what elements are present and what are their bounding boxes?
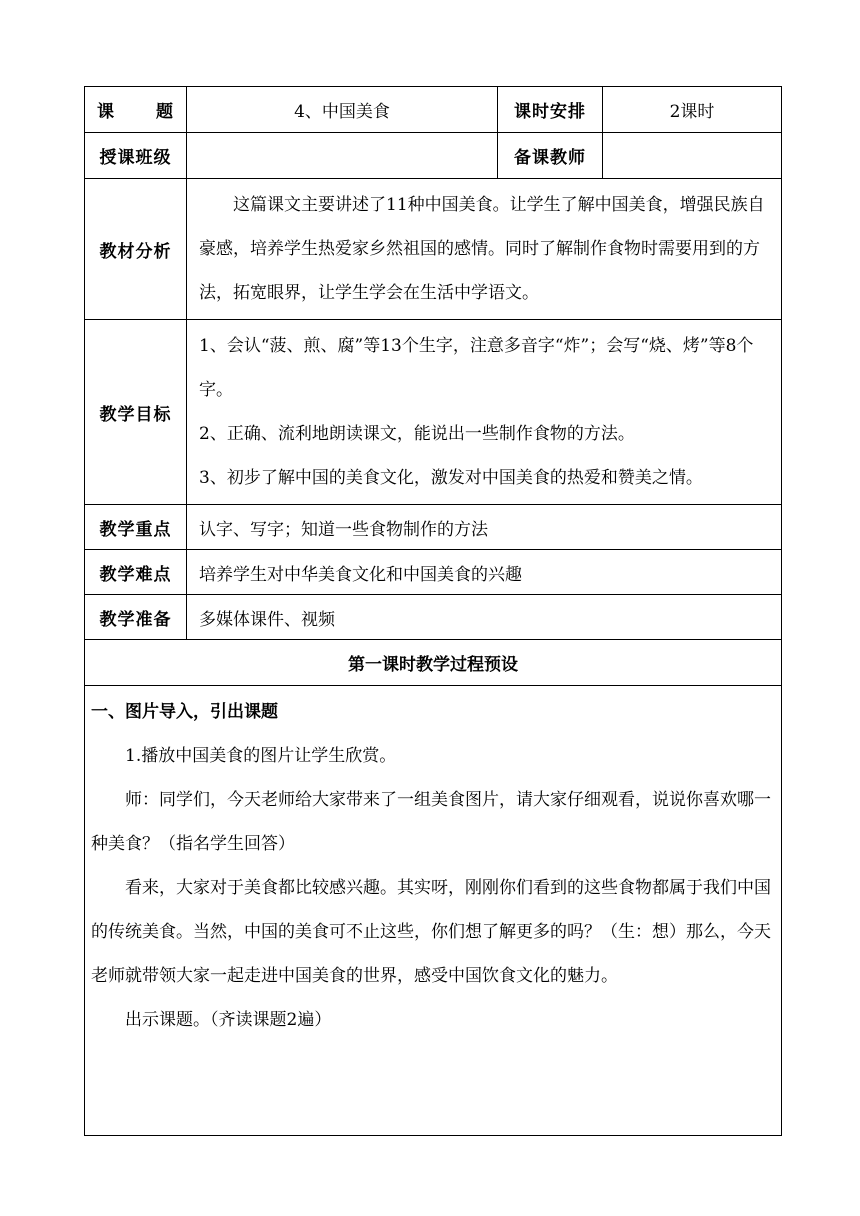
row-topic [85, 87, 782, 133]
process-heading: 第一课时教学过程预设 [85, 640, 782, 686]
prep-label: 教学准备 [85, 595, 187, 640]
analysis-label: 教材分析 [85, 179, 187, 320]
row-analysis [85, 179, 782, 320]
topic-value: 4、中国美食 [187, 87, 498, 133]
teacher-label: 备课教师 [498, 133, 603, 179]
teacher-value [603, 133, 782, 179]
class-label: 授课班级 [85, 133, 187, 179]
process-body [85, 686, 782, 1136]
row-process-body [85, 686, 782, 1136]
section-title: 一、图片导入，引出课题 [91, 702, 278, 722]
analysis-text: 这篇课文主要讲述了11种中国美食。让学生了解中国美食，增强民族自豪感，培养学生热爱家乡然祖国的感情。同时了解制作食物时需要用到的方法，拓宽眼界，让学生学会在生活中学语文。 [199, 195, 765, 303]
goal-item-1: 1、会认“菠、煎、腐”等13个生字，注意多音字“炸”；会写“烧、烤”等8个字。 [199, 336, 754, 400]
prep-value: 多媒体课件、视频 [187, 595, 782, 640]
goals-cell [187, 320, 782, 505]
difficulty-value: 培养学生对中华美食文化和中国美食的兴趣 [187, 550, 782, 595]
process-paragraph-4: 出示课题。（齐读课题2遍） [125, 1010, 332, 1030]
goals-label: 教学目标 [85, 320, 187, 505]
hours-label: 课时安排 [498, 87, 603, 133]
class-value [187, 133, 498, 179]
focus-label: 教学重点 [85, 505, 187, 550]
difficulty-label: 教学难点 [85, 550, 187, 595]
topic-label: 课 题 [97, 102, 174, 122]
row-class [85, 133, 782, 179]
lesson-plan-table [84, 86, 782, 1136]
row-focus [85, 505, 782, 550]
process-paragraph-1: 1.播放中国美食的图片让学生欣赏。 [125, 746, 397, 766]
row-process-heading [85, 640, 782, 686]
focus-value: 认字、写字；知道一些食物制作的方法 [187, 505, 782, 550]
goal-item-3: 3、初步了解中国的美食文化，激发对中国美食的热爱和赞美之情。 [199, 468, 703, 488]
row-prep [85, 595, 782, 640]
row-goals [85, 320, 782, 505]
process-paragraph-2: 师：同学们，今天老师给大家带来了一组美食图片，请大家仔细观看，说说你喜欢哪一种美食？（指名学生回答） [91, 790, 771, 854]
analysis-cell [187, 179, 782, 320]
hours-value: 2课时 [603, 87, 782, 133]
goal-item-2: 2、正确、流利地朗读课文，能说出一些制作食物的方法。 [199, 424, 635, 444]
row-difficulty [85, 550, 782, 595]
topic-label-cell [85, 87, 187, 133]
process-paragraph-3: 看来，大家对于美食都比较感兴趣。其实呀，刚刚你们看到的这些食物都属于我们中国的传统美食。当然，中国的美食可不止这些，你们想了解更多的吗？（生：想）那么，今天老师就带领大家一起走进中国美食的世界，感受中国饮食文化的魅力。 [91, 878, 771, 986]
